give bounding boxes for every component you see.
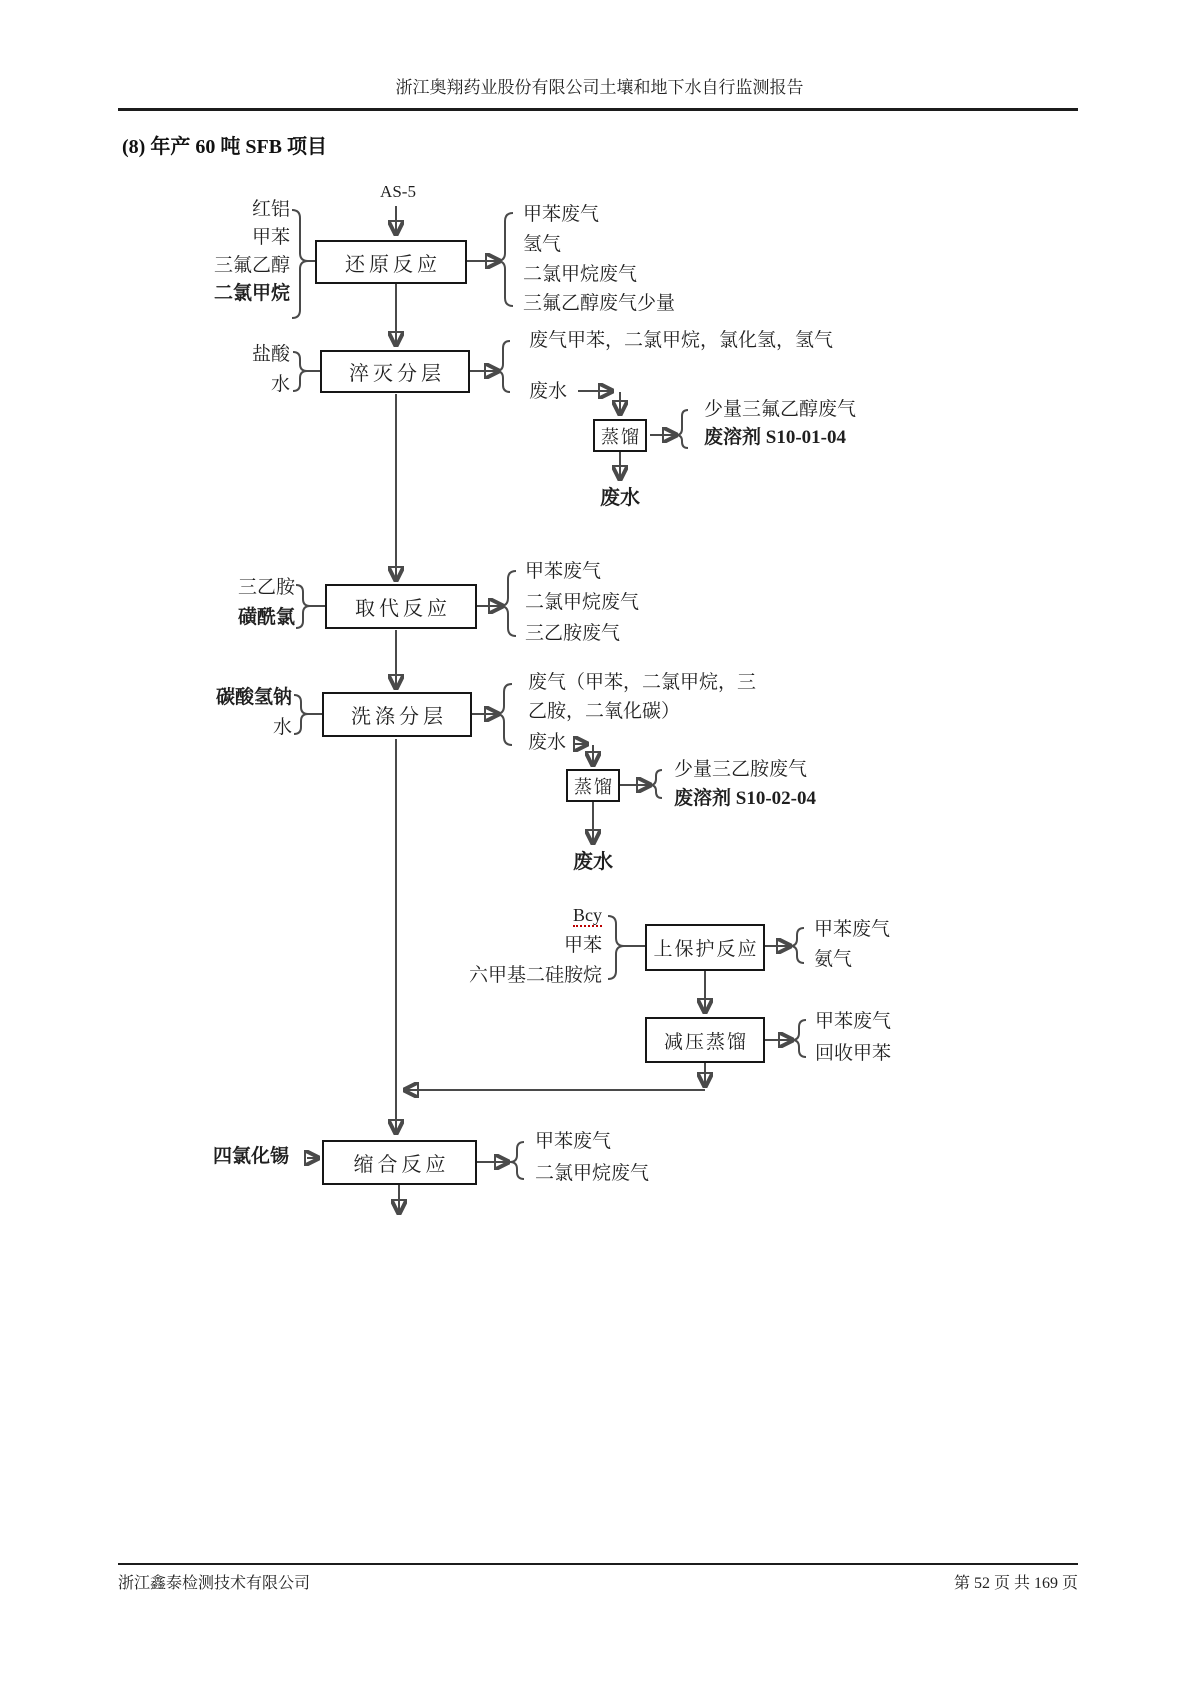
footer-rule — [118, 1563, 1078, 1565]
distillation1-box-label: 蒸馏 — [601, 426, 641, 447]
distillation2-output-label: 废溶剂 S10-02-04 — [674, 788, 816, 809]
quench-gas-output: 废气甲苯，二氯甲烷，氯化氢，氢气 — [529, 330, 834, 351]
protection-input-label: 六甲基二硅胺烷 — [468, 965, 602, 986]
quench-input-label: 盐酸 — [251, 344, 290, 365]
reduction-output-label: 甲苯废气 — [523, 204, 600, 225]
distillation1-output-label: 废溶剂 S10-01-04 — [704, 427, 846, 448]
substitution-input-label: 三乙胺 — [237, 577, 295, 598]
reduction-box — [315, 240, 467, 284]
reduction-output-label: 氢气 — [523, 234, 562, 255]
substitution-box — [325, 584, 477, 629]
quench-box — [320, 350, 470, 393]
footer-page-number: 第 52 页 共 169 页 — [953, 1575, 1078, 1592]
source-label: AS-5 — [380, 182, 416, 201]
substitution-output-label: 甲苯废气 — [525, 561, 602, 582]
condensation-output-label: 二氯甲烷废气 — [535, 1163, 650, 1184]
protection-output-label: 氨气 — [814, 949, 853, 970]
quench-input-label: 水 — [270, 374, 290, 395]
vacuum-distillation-output-label: 回收甲苯 — [815, 1043, 892, 1064]
vacuum-distillation-output-label: 甲苯废气 — [815, 1011, 892, 1032]
vacuum-distillation-box-label: 减压蒸馏 — [663, 1031, 748, 1053]
reduction-output-label: 三氟乙醇废气少量 — [523, 293, 676, 314]
condensation-box-label: 缩合反应 — [353, 1154, 450, 1176]
reduction-input-label: 甲苯 — [251, 227, 290, 248]
protection-box — [645, 924, 765, 971]
reduction-input-label: 三氟乙醇 — [213, 255, 290, 276]
washing-gas-output-line2: 乙胺，二氧化碳） — [528, 701, 681, 722]
washing-box-label: 洗涤分层 — [351, 706, 447, 728]
substitution-box-label: 取代反应 — [355, 598, 451, 620]
quench-box-label: 淬灭分层 — [349, 363, 445, 385]
distillation1-box — [593, 419, 647, 452]
distillation1-output-label: 少量三氟乙醇废气 — [704, 399, 857, 420]
distillation2-box — [566, 769, 620, 802]
distillation2-output-label: 少量三乙胺废气 — [674, 759, 808, 780]
vacuum-distillation-box — [645, 1017, 765, 1063]
washing-box — [322, 692, 472, 737]
distillation2-box-label: 蒸馏 — [574, 776, 614, 797]
reduction-output-label: 二氯甲烷废气 — [523, 264, 638, 285]
reduction-box-label: 还原反应 — [345, 253, 441, 276]
footer-company: 浙江鑫泰检测技术有限公司 — [118, 1575, 311, 1592]
distillation1-bottom-output: 废水 — [600, 487, 640, 509]
condensation-input-label: 四氯化锡 — [213, 1146, 290, 1167]
protection-output-label: 甲苯废气 — [814, 919, 891, 940]
washing-input-label: 碳酸氢钠 — [215, 687, 292, 708]
protection-input-label: 甲苯 — [563, 935, 602, 956]
reduction-input-label: 红铝 — [251, 199, 290, 220]
washing-gas-output-line1: 废气（甲苯，二氯甲烷，三 — [528, 672, 757, 693]
reduction-input-label: 二氯甲烷 — [213, 283, 290, 304]
substitution-input-label: 磺酰氯 — [237, 607, 295, 628]
washing-water-output: 废水 — [528, 732, 567, 753]
quench-water-output: 废水 — [529, 381, 568, 402]
condensation-box — [322, 1140, 477, 1185]
condensation-output-label: 甲苯废气 — [535, 1131, 612, 1152]
distillation2-bottom-output: 废水 — [573, 851, 613, 873]
bcy-label: Bcy — [573, 905, 602, 925]
substitution-output-label: 三乙胺废气 — [525, 623, 621, 644]
protection-box-label: 上保护反应 — [653, 939, 759, 960]
washing-input-label: 水 — [272, 717, 292, 738]
page-header: 浙江奥翔药业股份有限公司土壤和地下水自行监测报告 — [395, 78, 804, 97]
header-rule — [118, 108, 1078, 111]
substitution-output-label: 二氯甲烷废气 — [525, 592, 640, 613]
section-title: (8) 年产 60 吨 SFB 项目 — [122, 136, 327, 158]
protection-input-label — [440, 905, 602, 926]
